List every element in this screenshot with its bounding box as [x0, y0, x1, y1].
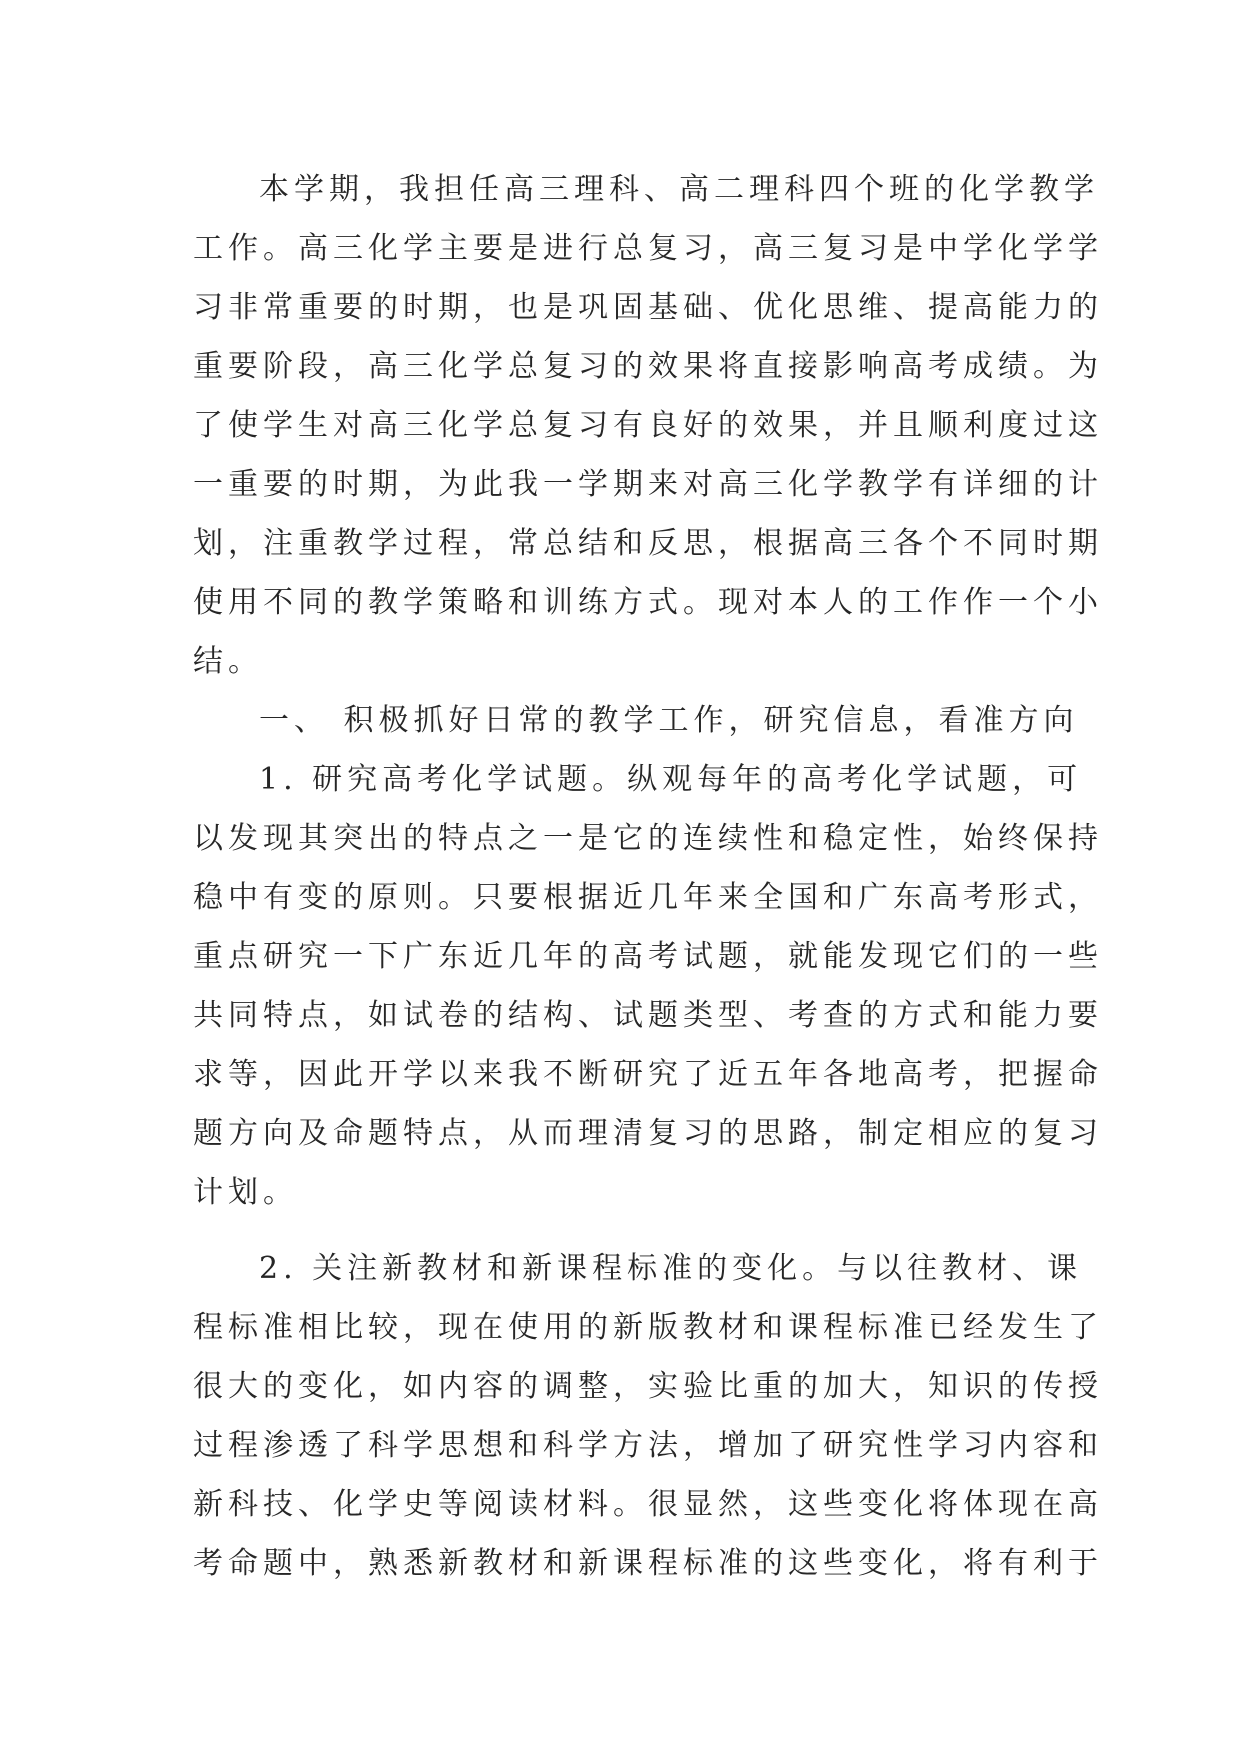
paragraph-line: 一重要的时期，为此我一学期来对高三化学教学有详细的计: [193, 467, 1103, 502]
paragraph-line: 了使学生对高三化学总复习有良好的效果，并且顺利度过这: [193, 408, 1103, 443]
paragraph-line: 1. 研究高考化学试题。纵观每年的高考化学试题，可: [259, 762, 1083, 797]
paragraph-line: 重要阶段，高三化学总复习的效果将直接影响高考成绩。为: [193, 349, 1103, 384]
paragraph-line: 稳中有变的原则。只要根据近几年来全国和广东高考形式，: [193, 880, 1103, 915]
paragraph-line: 习非常重要的时期，也是巩固基础、优化思维、提高能力的: [193, 290, 1103, 325]
paragraph-line: 工作。高三化学主要是进行总复习，高三复习是中学化学学: [193, 231, 1103, 266]
paragraph-line: 很大的变化，如内容的调整，实验比重的加大，知识的传授: [193, 1369, 1103, 1404]
paragraph-point-1: [193, 750, 1103, 1222]
paragraph-line: 划，注重教学过程，常总结和反思，根据高三各个不同时期: [193, 526, 1103, 561]
paragraph-line: 求等，因此开学以来我不断研究了近五年各地高考，把握命: [193, 1057, 1103, 1092]
paragraph-line: 结。: [193, 644, 263, 679]
paragraph-line: 本学期，我担任高三理科、高二理科四个班的化学教学: [259, 172, 1099, 207]
document-body: [193, 160, 1103, 1593]
paragraph-line: 考命题中，熟悉新教材和新课程标准的这些变化，将有利于: [193, 1546, 1103, 1581]
paragraph-line: 新科技、化学史等阅读材料。很显然，这些变化将体现在高: [193, 1487, 1103, 1522]
paragraph-line: 重点研究一下广东近几年的高考试题，就能发现它们的一些: [193, 939, 1103, 974]
paragraph-line: 题方向及命题特点，从而理清复习的思路，制定相应的复习: [193, 1116, 1103, 1151]
paragraph-point-2: [193, 1239, 1103, 1593]
section-heading-text: 一、 积极抓好日常的教学工作，研究信息，看准方向: [259, 703, 1079, 738]
paragraph-line: 以发现其突出的特点之一是它的连续性和稳定性，始终保持: [193, 821, 1103, 856]
paragraph-intro: [193, 160, 1103, 691]
paragraph-line: 使用不同的教学策略和训练方式。现对本人的工作作一个小: [193, 585, 1103, 620]
paragraph-line: 2. 关注新教材和新课程标准的变化。与以往教材、课: [259, 1251, 1083, 1286]
paragraph-line: 过程渗透了科学思想和科学方法，增加了研究性学习内容和: [193, 1428, 1103, 1463]
paragraph-line: 程标准相比较，现在使用的新版教材和课程标准已经发生了: [193, 1310, 1103, 1345]
section-heading: [193, 691, 1079, 750]
paragraph-line: 计划。: [193, 1175, 298, 1210]
paragraph-line: 共同特点，如试卷的结构、试题类型、考查的方式和能力要: [193, 998, 1103, 1033]
paragraph-gap: [193, 1222, 1053, 1239]
